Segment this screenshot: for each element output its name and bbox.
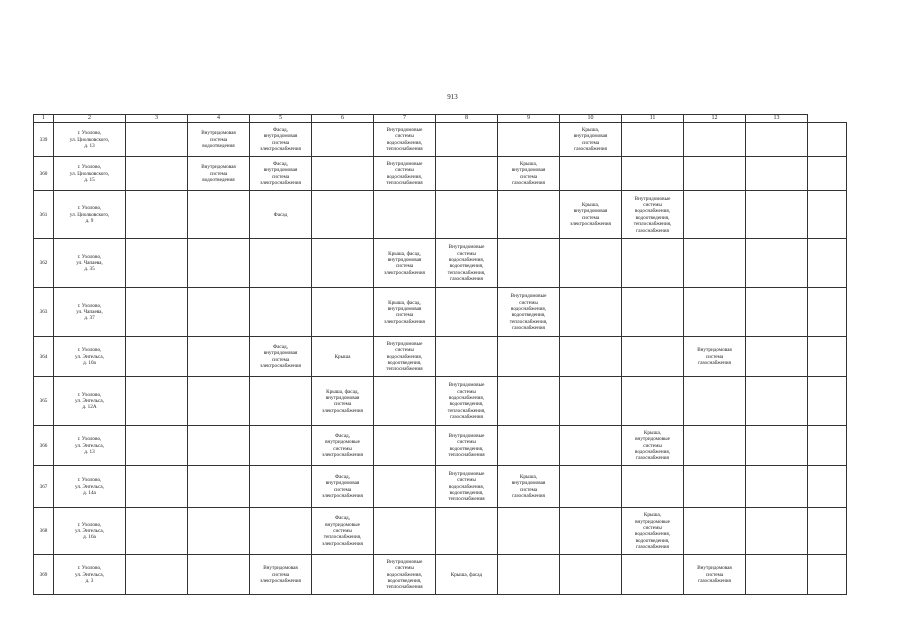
work-cell — [746, 191, 808, 239]
work-cell — [312, 555, 374, 595]
work-cell — [560, 508, 622, 555]
table-row — [34, 466, 847, 508]
address-cell: г. Ухолово, ул. Энгельса, д. 16а — [54, 508, 126, 555]
work-cell — [126, 555, 188, 595]
work-cell — [684, 377, 746, 426]
work-cell — [498, 426, 560, 466]
work-cell — [808, 239, 847, 288]
table-row — [34, 555, 847, 595]
work-cell — [312, 191, 374, 239]
column-number-row — [34, 115, 847, 123]
work-cell: Внутридомовые системы водоснабжения, водоотведения, теплоснабжения — [374, 337, 436, 377]
work-cell: Крыша, внутридомовая система газоснабжения — [560, 123, 622, 157]
work-cell — [560, 426, 622, 466]
address-cell: г. Ухолово, ул. Энгельса, д. 13 — [54, 426, 126, 466]
work-cell — [436, 337, 498, 377]
work-cell — [250, 426, 312, 466]
work-cell — [560, 288, 622, 337]
work-cell — [374, 377, 436, 426]
column-header: 5 — [250, 115, 312, 123]
work-cell — [188, 466, 250, 508]
work-cell: Внутридомовая система водоотведения — [188, 157, 250, 191]
work-cell: Фасад, внутридомовая система электроснабжения — [250, 123, 312, 157]
work-cell — [808, 508, 847, 555]
work-cell — [622, 239, 684, 288]
work-cell — [126, 288, 188, 337]
work-cell — [188, 555, 250, 595]
work-cell — [622, 337, 684, 377]
work-cell — [374, 466, 436, 508]
work-cell — [808, 191, 847, 239]
column-header: 11 — [622, 115, 684, 123]
work-cell: Внутридомовые системы водоснабжения, водоотведения, теплоснабжения, газоснабжения — [498, 288, 560, 337]
work-cell: Фасад, внутридомовые системы теплоснабжения, электроснабжения — [312, 508, 374, 555]
work-cell: Крыша, внутридомовые системы водоснабжения, газоснабжения — [622, 426, 684, 466]
table-row — [34, 508, 847, 555]
work-cell — [188, 337, 250, 377]
work-cell — [312, 239, 374, 288]
work-cell: Фасад — [250, 191, 312, 239]
row-number-cell: 362 — [34, 239, 54, 288]
work-cell — [622, 377, 684, 426]
work-cell — [560, 337, 622, 377]
work-cell: Крыша, внутридомовая система электроснабжения — [560, 191, 622, 239]
works-schedule-table — [33, 114, 847, 595]
column-header: 2 — [54, 115, 126, 123]
table-row — [34, 239, 847, 288]
work-cell — [622, 466, 684, 508]
work-cell — [498, 555, 560, 595]
work-cell — [622, 288, 684, 337]
work-cell — [436, 123, 498, 157]
work-cell — [622, 555, 684, 595]
work-cell — [684, 157, 746, 191]
address-cell: г. Ухолово, ул. Циолковского, д. 15 — [54, 157, 126, 191]
column-header: 13 — [746, 115, 808, 123]
work-cell — [746, 555, 808, 595]
work-cell — [436, 191, 498, 239]
work-cell — [684, 426, 746, 466]
work-cell — [126, 337, 188, 377]
work-cell — [498, 239, 560, 288]
row-number-cell: 365 — [34, 377, 54, 426]
table-row — [34, 157, 847, 191]
work-cell — [312, 157, 374, 191]
work-cell: Внутридомовые системы водоснабжения, теплоснабжения — [374, 157, 436, 191]
address-cell: г. Ухолово, ул. Энгельса, д. 3 — [54, 555, 126, 595]
row-number-cell: 367 — [34, 466, 54, 508]
work-cell — [684, 123, 746, 157]
work-cell — [126, 191, 188, 239]
work-cell — [250, 288, 312, 337]
work-cell: Крыша, фасад, внутридомовая система электроснабжения — [312, 377, 374, 426]
table-body — [34, 123, 847, 595]
work-cell — [188, 508, 250, 555]
address-cell: г. Ухолово, ул. Энгельса, д. 14а — [54, 466, 126, 508]
work-cell — [808, 555, 847, 595]
work-cell: Фасад, внутридомовая система электроснабжения — [312, 466, 374, 508]
work-cell — [498, 123, 560, 157]
work-cell: Фасад, внутридомовая система электроснабжения — [250, 157, 312, 191]
work-cell — [126, 157, 188, 191]
address-cell: г. Ухолово, ул. Циолковского, д. 13 — [54, 123, 126, 157]
work-cell — [560, 555, 622, 595]
address-cell: г. Ухолово, ул. Энгельса, д. 12А — [54, 377, 126, 426]
work-cell — [808, 466, 847, 508]
work-cell — [746, 508, 808, 555]
work-cell — [188, 426, 250, 466]
work-cell — [622, 123, 684, 157]
work-cell — [808, 377, 847, 426]
work-cell — [746, 377, 808, 426]
work-cell: Фасад, внутридомовая система электроснабжения — [250, 337, 312, 377]
work-cell: Внутридомовые системы водоснабжения, водоотведения, теплоснабжения, газоснабжения — [436, 239, 498, 288]
work-cell: Внутридомовая система газоснабжения — [684, 555, 746, 595]
work-cell — [622, 157, 684, 191]
table-row — [34, 337, 847, 377]
work-cell: Внутридомовые системы водоотведения, теплоснабжения — [436, 426, 498, 466]
work-cell: Внутридомовая система электроснабжения — [250, 555, 312, 595]
work-cell: Внутридомовая система газоснабжения — [684, 337, 746, 377]
work-cell — [684, 466, 746, 508]
work-cell — [808, 288, 847, 337]
column-header: 1 — [34, 115, 54, 123]
work-cell — [684, 288, 746, 337]
work-cell: Внутридомовая система водоотведения — [188, 123, 250, 157]
row-number-cell: 369 — [34, 555, 54, 595]
work-cell — [560, 157, 622, 191]
work-cell: Внутридомовые системы водоснабжения, водоотведения, теплоснабжения, газоснабжения — [436, 377, 498, 426]
work-cell — [746, 466, 808, 508]
work-cell: Крыша, фасад — [436, 555, 498, 595]
work-cell — [808, 157, 847, 191]
row-number-cell: 364 — [34, 337, 54, 377]
work-cell — [746, 123, 808, 157]
column-header: 7 — [374, 115, 436, 123]
work-cell — [746, 426, 808, 466]
work-cell: Крыша, внутридомовая система газоснабжения — [498, 466, 560, 508]
work-cell — [250, 466, 312, 508]
work-cell — [374, 191, 436, 239]
work-cell — [436, 288, 498, 337]
work-cell — [188, 288, 250, 337]
work-cell: Фасад, внутридомовые системы электроснабжения — [312, 426, 374, 466]
work-cell — [746, 337, 808, 377]
work-cell — [374, 508, 436, 555]
work-cell — [374, 426, 436, 466]
work-cell — [126, 377, 188, 426]
page-number: 913 — [447, 93, 458, 101]
table-row — [34, 288, 847, 337]
work-cell — [684, 508, 746, 555]
work-cell: Внутридомовые системы водоснабжения, водоотведения, теплоснабжения — [374, 555, 436, 595]
column-header: 6 — [312, 115, 374, 123]
row-number-cell: 366 — [34, 426, 54, 466]
work-cell — [498, 377, 560, 426]
row-number-cell: 339 — [34, 123, 54, 157]
work-cell: Крыша, фасад, внутридомовая система электроснабжения — [374, 239, 436, 288]
work-cell: Внутридомовые системы водоснабжения, водоотведения, теплоснабжения — [436, 466, 498, 508]
work-cell — [126, 239, 188, 288]
work-cell — [188, 377, 250, 426]
column-header: 4 — [188, 115, 250, 123]
work-cell — [746, 288, 808, 337]
work-cell — [250, 239, 312, 288]
row-number-cell: 363 — [34, 288, 54, 337]
work-cell: Крыша, фасад, внутридомовая система электроснабжения — [374, 288, 436, 337]
work-cell — [188, 191, 250, 239]
work-cell — [498, 191, 560, 239]
work-cell — [560, 466, 622, 508]
work-cell — [560, 239, 622, 288]
work-cell — [126, 123, 188, 157]
table-row — [34, 377, 847, 426]
work-cell — [808, 337, 847, 377]
work-cell — [312, 288, 374, 337]
column-header: 12 — [684, 115, 746, 123]
work-cell: Внутридомовые системы водоснабжения, теплоснабжения — [374, 123, 436, 157]
work-cell: Внутридомовые системы водоснабжения, водоотведения, теплоснабжения, газоснабжения — [622, 191, 684, 239]
row-number-cell: 360 — [34, 157, 54, 191]
work-cell: Крыша, внутридомовая система газоснабжения — [498, 157, 560, 191]
work-cell — [312, 123, 374, 157]
work-cell — [436, 508, 498, 555]
work-cell — [250, 508, 312, 555]
work-cell — [560, 377, 622, 426]
work-cell — [746, 157, 808, 191]
work-cell — [808, 426, 847, 466]
address-cell: г. Ухолово, ул. Циолковского, д. 9 — [54, 191, 126, 239]
work-cell — [188, 239, 250, 288]
work-cell — [498, 508, 560, 555]
work-cell — [250, 377, 312, 426]
column-header: 8 — [436, 115, 498, 123]
work-cell — [746, 239, 808, 288]
row-number-cell: 368 — [34, 508, 54, 555]
work-cell — [498, 337, 560, 377]
work-cell — [126, 426, 188, 466]
work-cell — [808, 123, 847, 157]
column-header: 9 — [498, 115, 560, 123]
work-cell — [684, 239, 746, 288]
address-cell: г. Ухолово, ул. Энгельса, д. 10а — [54, 337, 126, 377]
work-cell — [436, 157, 498, 191]
table-row — [34, 426, 847, 466]
column-header: 3 — [126, 115, 188, 123]
work-cell — [126, 508, 188, 555]
work-cell — [684, 191, 746, 239]
table-row — [34, 191, 847, 239]
table-row — [34, 123, 847, 157]
row-number-cell: 361 — [34, 191, 54, 239]
address-cell: г. Ухолово, ул. Чапаева, д. 35 — [54, 239, 126, 288]
address-cell: г. Ухолово, ул. Чапаева, д. 37 — [54, 288, 126, 337]
work-cell: Крыша — [312, 337, 374, 377]
work-cell: Крыша, внутридомовые системы водоснабжения, водоотведения, газоснабжения — [622, 508, 684, 555]
work-cell — [126, 466, 188, 508]
column-header: 10 — [560, 115, 622, 123]
